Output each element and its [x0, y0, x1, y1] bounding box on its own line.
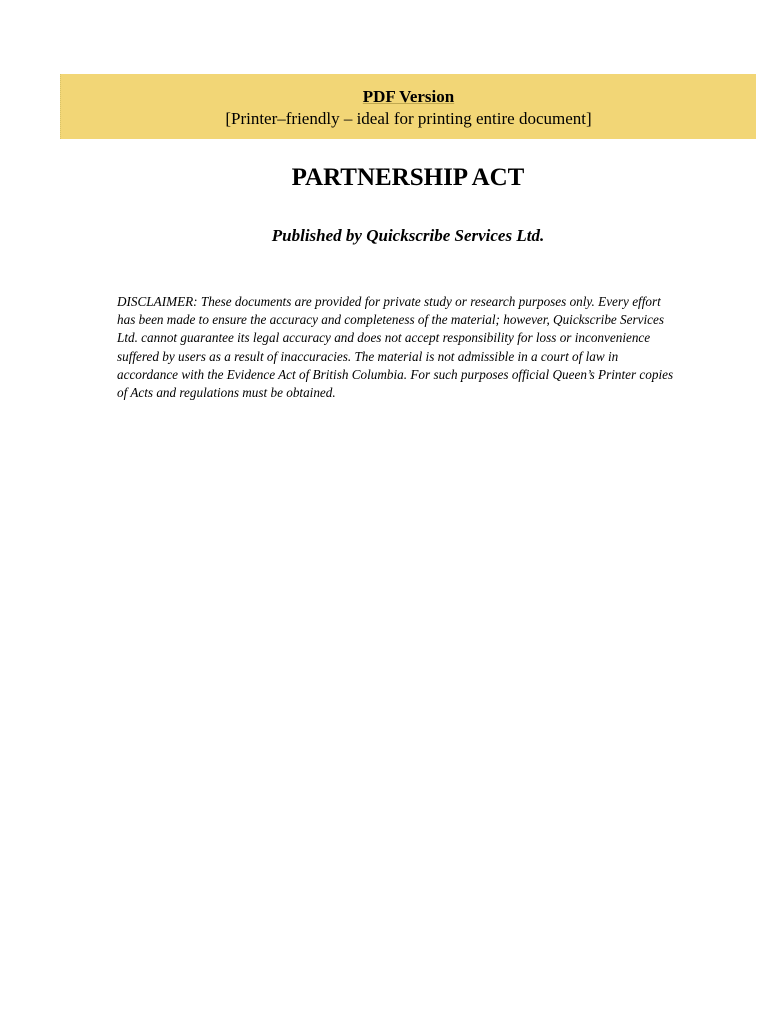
- printer-friendly-note: [Printer–friendly – ideal for printing entire document]: [225, 109, 592, 128]
- disclaimer-text: DISCLAIMER: These documents are provided for private study or research purposes only. Every effort has been made to ensure the accuracy and completeness of the material; however, Quickscribe Services Ltd. cannot guarantee its legal accuracy and does not accept responsibility for loss or inconvenience suffered by users as a result of inaccuracies. The material is not admissible in a court of law in accordance with the Evidence Act of British Columbia. For such purposes official Queen’s Printer copies of Acts and regulations must be obtained.: [117, 294, 674, 401]
- publisher-line: Published by Quickscribe Services Ltd.: [271, 226, 545, 245]
- pdf-version-banner[interactable]: [60, 74, 756, 139]
- document-title: PARTNERSHIP ACT: [291, 164, 525, 191]
- pdf-version-link[interactable]: PDF Version: [362, 87, 455, 106]
